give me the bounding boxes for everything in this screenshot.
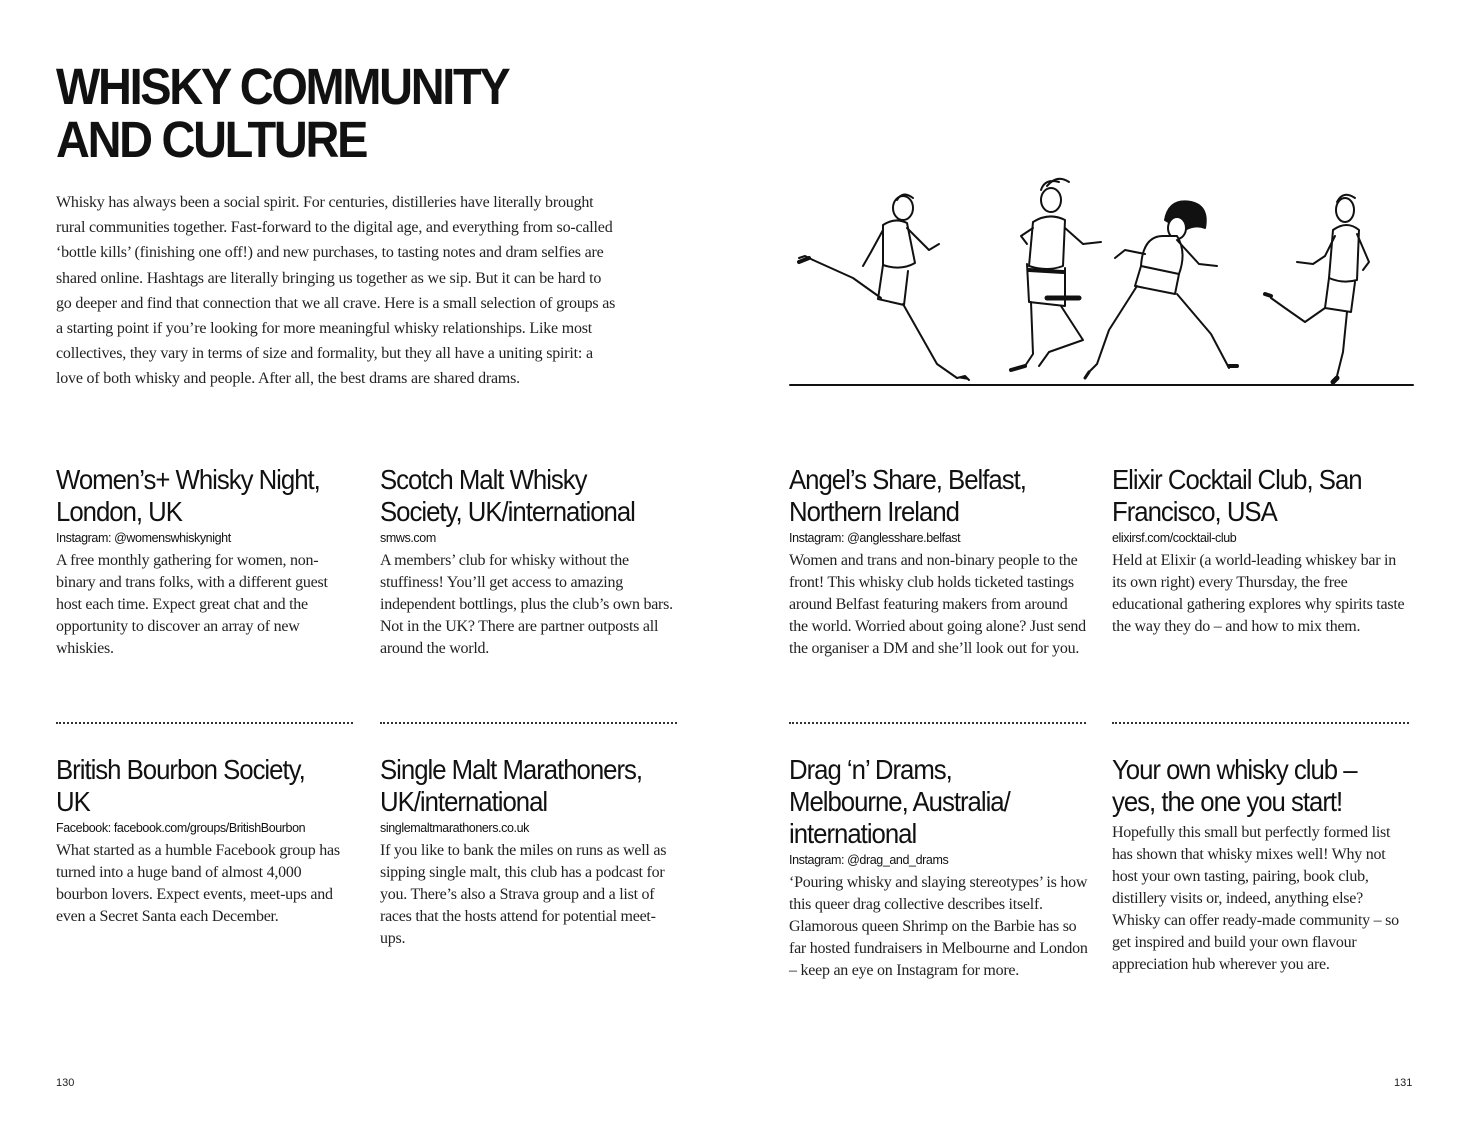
entry-title-line: Angel’s Share, Belfast, (789, 464, 1026, 495)
entry-title-line: Society, UK/international (380, 496, 635, 527)
entry-body: A members’ club for whisky without the stuffiness! You’ll get access to amazing independent bottlings, plus the club’s own bars. Not in the UK? There are partner outposts all around the world. (380, 552, 673, 657)
page-number-left: 130 (56, 1077, 75, 1089)
divider (56, 722, 353, 724)
entry-title-line: Francisco, USA (1112, 496, 1277, 527)
runner-1 (799, 194, 969, 380)
entry-title-line: UK (56, 786, 90, 817)
entry-title (380, 754, 674, 818)
entry-body: Hopefully this small but perfectly formed list has shown that whisky mixes well! Why not host your own tasting, pairing, book club, distillery visits or, indeed, anything else? Whisky can offer ready-made community – so get inspired and build your own flavour appreciation hub wherever you are. (1112, 824, 1399, 973)
entry-body: A free monthly gathering for women, non-binary and trans folks, with a different guest host each time. Expect great chat and the opportunity to discover an array of new whiskies. (56, 552, 328, 657)
entry-title (380, 464, 674, 528)
entry-title (1112, 754, 1406, 818)
entry-title (56, 754, 350, 818)
entry-title-line: Women’s+ Whisky Night, (56, 464, 320, 495)
page-title (56, 60, 534, 166)
entry-handle[interactable]: Instagram: @drag_and_drams (789, 853, 949, 867)
entry-title (1112, 464, 1406, 528)
entry-title-line: UK/international (380, 786, 548, 817)
runner-3 (1085, 201, 1237, 378)
entry-title (56, 464, 350, 528)
entry-title-line: yes, the one you start! (1112, 786, 1343, 817)
divider (380, 722, 677, 724)
intro-paragraph: Whisky has always been a social spirit. For centuries, distilleries have literally brought rural communities together. Fast-forward to the digital age, and everything from so-called ‘bottle kills’ (finishing one off!) and new purchases, to tasting notes and dram selfies are shared online. Hashtags are literally bringing us together as we sip. But it can be hard to go deeper and find that connection that we all crave. Here is a small selection of groups as a starting point if you’re looking for more meaningful whisky relationships. Like most collectives, they vary in terms of size and formality, but they all have a uniting spirit: a love of both whisky and people. After all, the best drams are shared drams. (56, 194, 616, 388)
entry-handle[interactable]: Facebook: facebook.com/groups/BritishBourbon (56, 821, 306, 835)
entry-body: ‘Pouring whisky and slaying stereotypes’ is how this queer drag collective describes itself. Glamorous queen Shrimp on the Barbie has so far hosted fundraisers in Melbourne and London – keep an eye on Instagram for more. (789, 874, 1088, 979)
entry-body: Women and trans and non-binary people to the front! This whisky club holds ticketed tastings around Belfast featuring makers from around the world. Worried about going alone? Just send the organiser a DM and she’ll look out for you. (789, 552, 1086, 657)
entry-title-line: Scotch Malt Whisky (380, 464, 587, 495)
entry-elixir-cocktail-club (1112, 464, 1412, 638)
entry-drag-n-drams (789, 754, 1089, 982)
divider (789, 722, 1086, 724)
entry-single-malt-marathoners (380, 754, 680, 950)
entry-angels-share-belfast (789, 464, 1089, 660)
entry-title-line: Northern Ireland (789, 496, 959, 527)
entry-handle[interactable]: elixirsf.com/cocktail-club (1112, 531, 1237, 545)
entry-scotch-malt-whisky-society (380, 464, 680, 660)
entry-title-line: Single Malt Marathoners, (380, 754, 643, 785)
entry-body: If you like to bank the miles on runs as well as sipping single malt, this club has a podcast for you. There’s also a Strava group and a list of races that the hosts attend for potential meet-ups. (380, 842, 667, 947)
divider (1112, 722, 1409, 724)
entry-title-line: Drag ‘n’ Drams, (789, 754, 952, 785)
runner-4 (1265, 195, 1369, 382)
entry-title-line: Melbourne, Australia/ (789, 786, 1010, 817)
entry-handle[interactable]: Instagram: @anglesshare.belfast (789, 531, 961, 545)
entry-title-line: Elixir Cocktail Club, San (1112, 464, 1362, 495)
entry-title-line: British Bourbon Society, (56, 754, 305, 785)
entry-title-line: Your own whisky club – (1112, 754, 1357, 785)
page-number-right: 131 (1394, 1077, 1413, 1089)
entry-title-line: international (789, 818, 917, 849)
title-line-2: AND CULTURE (56, 111, 367, 168)
runners-illustration (785, 170, 1417, 395)
entry-handle[interactable]: singlemaltmarathoners.co.uk (380, 821, 529, 835)
entry-your-own-whisky-club (1112, 754, 1412, 976)
entry-body: What started as a humble Facebook group has turned into a huge band of almost 4,000 bourbon lovers. Expect events, meet-ups and even a Secret Santa each December. (56, 842, 340, 925)
entry-handle[interactable]: smws.com (380, 531, 436, 545)
entry-title-line: London, UK (56, 496, 182, 527)
entry-british-bourbon-society (56, 754, 356, 928)
entry-handle[interactable]: Instagram: @womenswhiskynight (56, 531, 231, 545)
runner-2 (1011, 179, 1101, 370)
entry-title (789, 754, 1083, 850)
entry-womens-whisky-night (56, 464, 356, 660)
entry-title (789, 464, 1083, 528)
title-line-1: WHISKY COMMUNITY (56, 58, 509, 115)
entry-body: Held at Elixir (a world-leading whiskey bar in its own right) every Thursday, the free educational gathering explores why spirits taste the way they do – and how to mix them. (1112, 552, 1405, 635)
